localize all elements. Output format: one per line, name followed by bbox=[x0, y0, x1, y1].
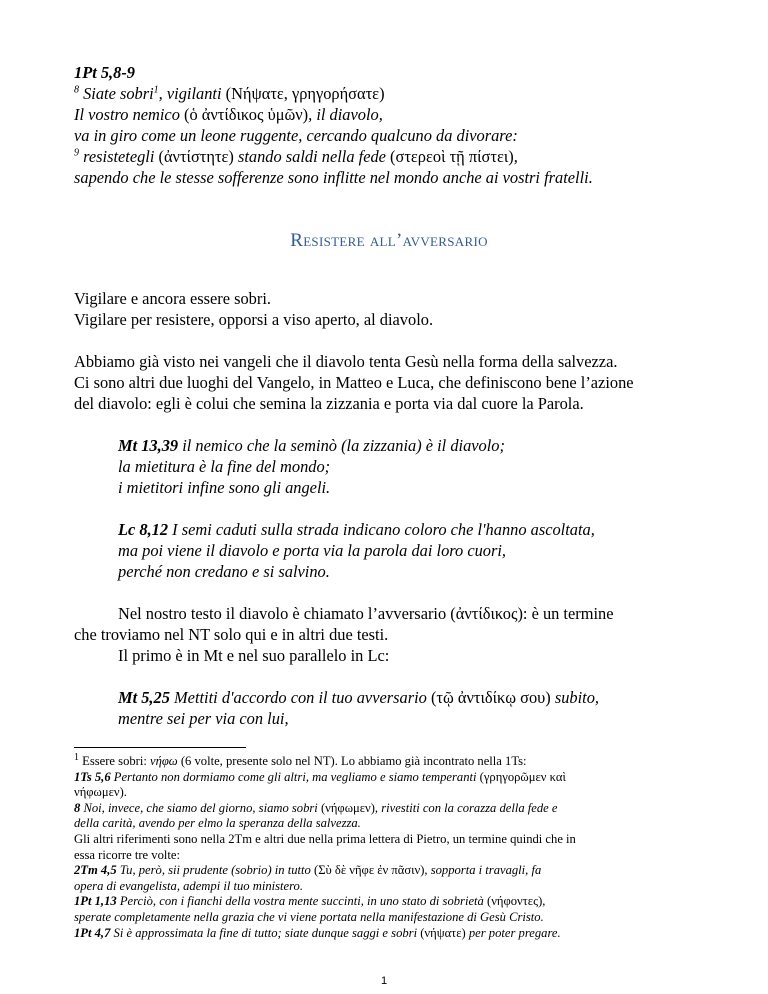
quote-reference: Mt 5,25 bbox=[118, 688, 170, 707]
quote-reference: Lc 8,12 bbox=[118, 520, 169, 539]
footnote: $^1$ Essere sobri: νήφω (6 volte, presente solo nel NT). Lo abbiamo già incontrato nella 1Ts: 1Ts 5,6 Pertanto non dormiamo come gli altri, ma vegliamo e siamo temperanti (γρηγορῶμεν καὶ νήφωμεν). 8 Noi, invece, che siamo del giorno, siamo sobri (νήφωμεν), rivestiti con la corazza della fede e della carità, avendo per elmo la speranza della salvezza. Gli altri riferimenti sono nella 2Tm e altri due nella prima lettera di Pietro, un termine quindi che in essa ricorre tre volte: 2Tm 4,5 Tu, però, sii prudente (sobrio) in tutto (Σὺ δὲ νῆφε ἐν πᾶσιν), sopporta i travagli, fa opera di evangelista, adempi il tuo ministero. 1Pt 1,13 Perciò, con i fianchi della vostra mente succinti, in uno stato di sobrietà (νήφοντες), sperate completamente nella grazia che vi viene portata nella manifestazione di Gesù Cristo. 1Pt 4,7 Si è approssimata la fine di tutto; siate dunque saggi e sobri (νήψατε) per poter pregare. bbox=[74, 751, 576, 940]
header-quote bbox=[74, 62, 704, 188]
quote-mt-13-39: Mt 13,39 il nemico che la seminò (la zizzania) è il diavolo; la mietitura è la fine del mondo; i mietitori infine sono gli angeli. bbox=[118, 436, 505, 497]
quote-reference: 1Ts 5,6 bbox=[74, 769, 111, 784]
quote-line: sapendo che le stesse sofferenze sono inflitte nel mondo anche ai vostri fratelli. bbox=[74, 168, 593, 187]
quote-line: $^9$ resistetegli (ἀντίστητε) stando saldi nella fede (στερεοὶ τῇ πίστει), bbox=[74, 147, 518, 166]
document-page bbox=[74, 62, 704, 941]
greek-text: (ὁ ἀντίδικος ὑμῶν) bbox=[184, 105, 309, 124]
greek-text: (στερεοὶ τῇ πίστει) bbox=[390, 147, 514, 166]
quote-reference: 8 bbox=[74, 800, 81, 815]
quote-reference: 1Pt 5,8-9 bbox=[74, 63, 136, 82]
section-title: Resistere all’avversario bbox=[290, 230, 488, 251]
quote-mt-5-25: Mt 5,25 Mettiti d'accordo con il tuo avversario (τῷ ἀντιδίκῳ σου) subito, mentre sei per via con lui, bbox=[118, 688, 600, 728]
quote-lc-8-12: Lc 8,12 I semi caduti sulla strada indicano coloro che l'hanno ascoltata, ma poi viene il diavolo e porta via la parola dai loro cuori, perché non credano e si salvino. bbox=[118, 520, 595, 581]
quote-reference: 1Pt 1,13 bbox=[74, 894, 117, 909]
greek-text: νήφω bbox=[150, 754, 178, 768]
verse-number: 8 bbox=[74, 84, 79, 96]
quote-reference: 1Pt 4,7 bbox=[74, 925, 111, 940]
quote-line: Il vostro nemico (ὁ ἀντίδικος ὑμῶν), il diavolo, bbox=[74, 105, 383, 124]
paragraph-3: Nel nostro testo il diavolo è chiamato l’avversario (ἀντίδικος): è un termine che troviamo nel NT solo qui e in altri due testi. Il primo è in Mt e nel suo parallelo in Lc: bbox=[74, 604, 614, 665]
greek-text: (Νήψατε, γρηγορήσατε) bbox=[225, 84, 385, 103]
footnote-number: 1 bbox=[74, 751, 79, 763]
paragraph-2: Abbiamo già visto nei vangeli che il diavolo tenta Gesù nella forma della salvezza. Ci sono altri due luoghi del Vangelo, in Matteo e Luca, che definiscono bene l’azione del diavolo: egli è colui che semina la zizzania e porta via dal cuore la Parola. bbox=[74, 352, 634, 413]
footnote-marker[interactable]: 1 bbox=[153, 84, 159, 96]
greek-text: (τῷ ἀντιδίκῳ σου) bbox=[430, 688, 551, 707]
quote-reference: 2Tm 4,5 bbox=[74, 863, 117, 878]
verse-number: 9 bbox=[74, 147, 79, 159]
greek-text: (ἀντίστητε) bbox=[158, 147, 234, 166]
quote-line: $^8$ Siate sobri$^1$, vigilanti (Νήψατε, γρηγορήσατε) bbox=[74, 84, 385, 103]
quote-reference: Mt 13,39 bbox=[118, 436, 179, 455]
quote-line: va in giro come un leone ruggente, cercando qualcuno da divorare: bbox=[74, 126, 518, 145]
paragraph-1: Vigilare e ancora essere sobri. Vigilare per resistere, opporsi a viso aperto, al diavolo. bbox=[74, 289, 434, 329]
page-number: 1 bbox=[380, 975, 388, 987]
greek-text: (ἀντίδικος) bbox=[450, 604, 523, 623]
footnote-separator bbox=[74, 747, 246, 748]
